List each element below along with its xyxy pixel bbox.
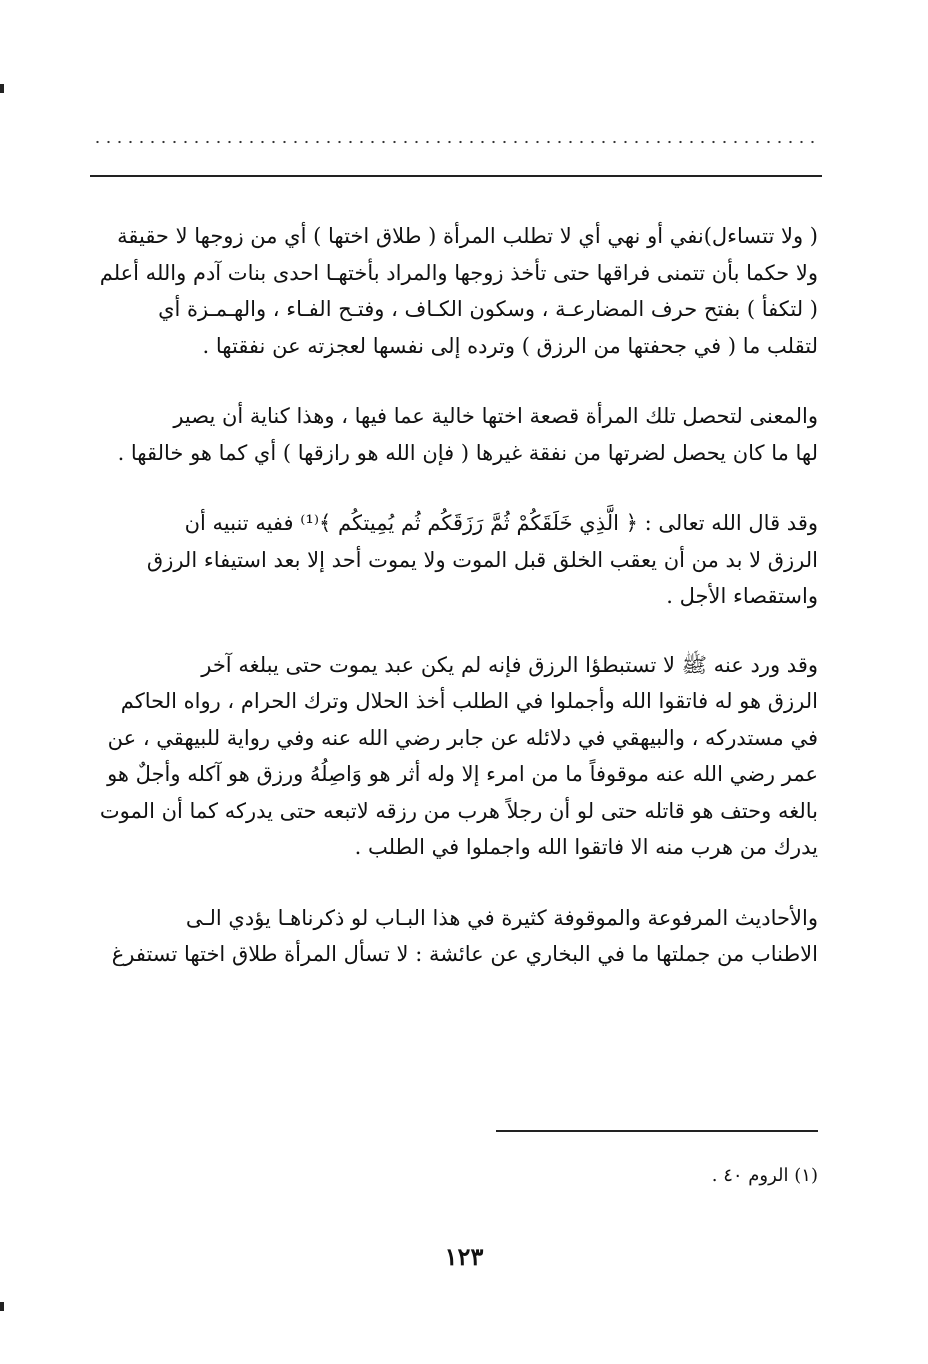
paragraph-1 [92,218,818,364]
paragraph-5 [92,900,818,973]
text-line: الرزق هو له فاتقوا الله وأجملوا في الطلب أخذ الحلال وترك الحرام ، رواه الحاكم [120,689,818,713]
text-line: يدرك من هرب منه الا فاتقوا الله واجملوا في الطلب . [354,835,818,859]
paragraph-3 [92,505,818,615]
text-line: عمر رضي الله عنه موقوفاً ما من امرء إلا وله أثر هو وَاصِلُهُ ورزق هو آكله وأجلٌ هو [107,762,818,786]
text-line: بالغه وحتف هو قاتله حتى لو أن رجلاً هرب من رزقه لاتبعه حتى يدركه كما أن الموت [99,798,818,823]
text-line: الاطناب من جملتها ما في البخاري عن عائشة : لا تسأل المرأة طلاق اختها تستفرغ [111,942,818,966]
text-line: وقد قال الله تعالى : ﴿ الَّذِي خَلَقَكُمْ ثُمَّ رَزَقَكُم ثُم يُمِيتكُم ﴾⁽¹⁾ ففيه تنبيه أن [184,511,818,535]
text-line: لها ما كان يحصل لضرتها من نفقة غيرها ( فإن الله هو رازقها ) أي كما هو خالقها . [117,440,818,465]
text-line: والمعنى لتحصل تلك المرأة قصعة اختها خالية عما فيها ، وهذا كناية أن يصير [173,404,818,428]
text-line: وقد ورد عنه ﷺ لا تستبطؤا الرزق فإنه لم يكن عبد يموت حتى يبلغه آخر [201,652,818,677]
text-line: في مستدركه ، والبيهقي في دلائله عن جابر رضي الله عنه وفي رواية للبيهقي ، عن [107,725,818,750]
header-rule [90,175,822,177]
body-text [92,218,818,973]
page-number: ١٢٣ [444,1242,484,1271]
text-line: واستقصاء الأجل . [666,584,818,608]
text-line: ولا حكما بأن تتمنى فراقها حتى تأخذ زوجها والمراد بأختهـا احدى بنات آدم والله أعلم [99,260,818,285]
dotted-separator [92,140,820,144]
text-line: الرزق لا بد من أن يعقب الخلق قبل الموت ولا يموت أحد إلا بعد استيفاء الرزق [146,547,818,572]
text-line: والأحاديث المرفوعة والموقوفة كثيرة في هذا البـاب لو ذكرناهـا يؤدي الـى [185,905,818,930]
scan-mark-bottom [0,1302,4,1311]
paragraph-4 [92,647,818,866]
paragraph-2 [92,398,818,471]
text-line: ( ولا تتساءل)نفي أو نهي أي لا تطلب المرأة ( طلاق اختها ) أي من زوجها لا حقيقة [117,224,818,248]
text-line: لتقلب ما ( في جحفتها من الرزق ) وترده إلى نفسها لعجزته عن نفقتها . [202,333,818,358]
text-line: ( لتكفأ ) بفتح حرف المضارعـة ، وسكون الكـاف ، وفتـح الفـاء ، والهـمـزة أي [158,297,818,321]
footnote: (١) الروم ٤٠ . [711,1165,818,1186]
footnote-rule [496,1130,818,1132]
scan-mark-top [0,84,4,93]
